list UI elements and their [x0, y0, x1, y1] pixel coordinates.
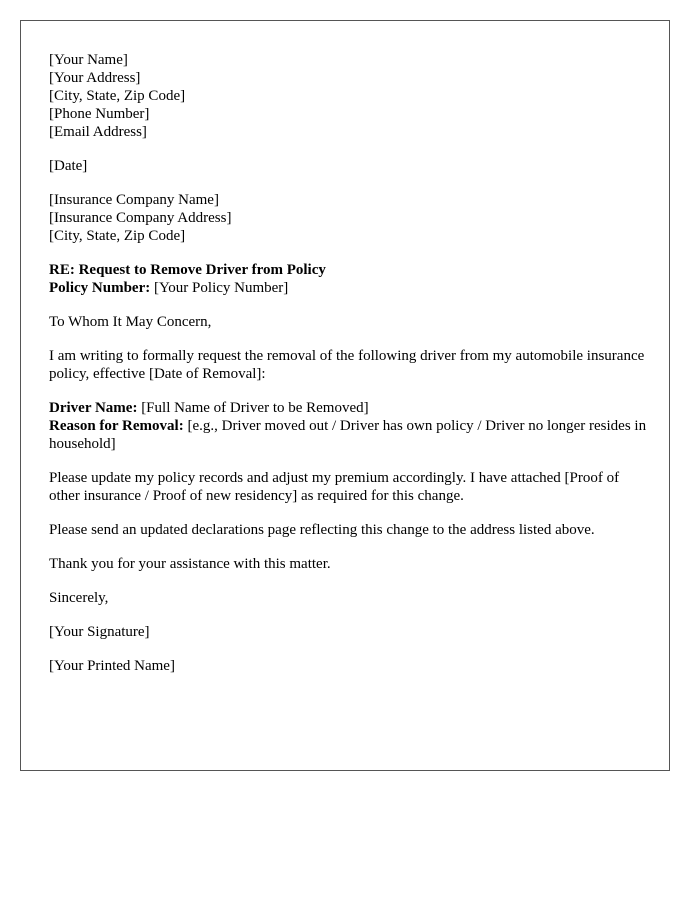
reason-label: Reason for Removal:	[49, 418, 184, 434]
policy-number-line	[49, 279, 649, 297]
declarations-request-paragraph: Please send an updated declarations page reflecting this change to the address listed above.	[49, 522, 595, 538]
salutation: To Whom It May Concern,	[49, 314, 212, 330]
driver-details	[49, 399, 649, 453]
sender-name: [Your Name]	[49, 52, 128, 68]
letter-page	[20, 20, 670, 771]
sender-email: [Email Address]	[49, 124, 147, 140]
sender-block	[49, 51, 649, 141]
recipient-company-address: [Insurance Company Address]	[49, 210, 232, 226]
printed-name: [Your Printed Name]	[49, 658, 175, 674]
sender-address: [Your Address]	[49, 70, 141, 86]
subject-block	[49, 261, 649, 297]
signature-placeholder: [Your Signature]	[49, 624, 150, 640]
reason-value: [e.g., Driver moved out / Driver has own policy / Driver no longer resides in household]	[49, 418, 647, 452]
intro-paragraph: I am writing to formally request the removal of the following driver from my automobile insurance policy, effective [Date of Removal]:	[49, 348, 645, 382]
sender-phone: [Phone Number]	[49, 106, 150, 122]
reason-line	[49, 417, 649, 453]
closing: Sincerely,	[49, 590, 109, 606]
driver-name-value: [Full Name of Driver to be Removed]	[137, 400, 369, 416]
update-request-paragraph: Please update my policy records and adjust my premium accordingly. I have attached [Proof of other insurance / Proof of new residency] as required for this change.	[49, 470, 620, 504]
driver-name-line	[49, 399, 649, 417]
thanks-paragraph: Thank you for your assistance with this matter.	[49, 556, 331, 572]
recipient-city-state-zip: [City, State, Zip Code]	[49, 228, 186, 244]
driver-name-label: Driver Name:	[49, 400, 138, 416]
sender-city-state-zip: [City, State, Zip Code]	[49, 88, 186, 104]
recipient-block	[49, 191, 649, 245]
policy-number-label: Policy Number:	[49, 280, 151, 296]
policy-number-value: [Your Policy Number]	[150, 280, 289, 296]
date-line: [Date]	[49, 158, 88, 174]
recipient-company-name: [Insurance Company Name]	[49, 192, 219, 208]
re-line: RE: Request to Remove Driver from Policy	[49, 262, 326, 278]
